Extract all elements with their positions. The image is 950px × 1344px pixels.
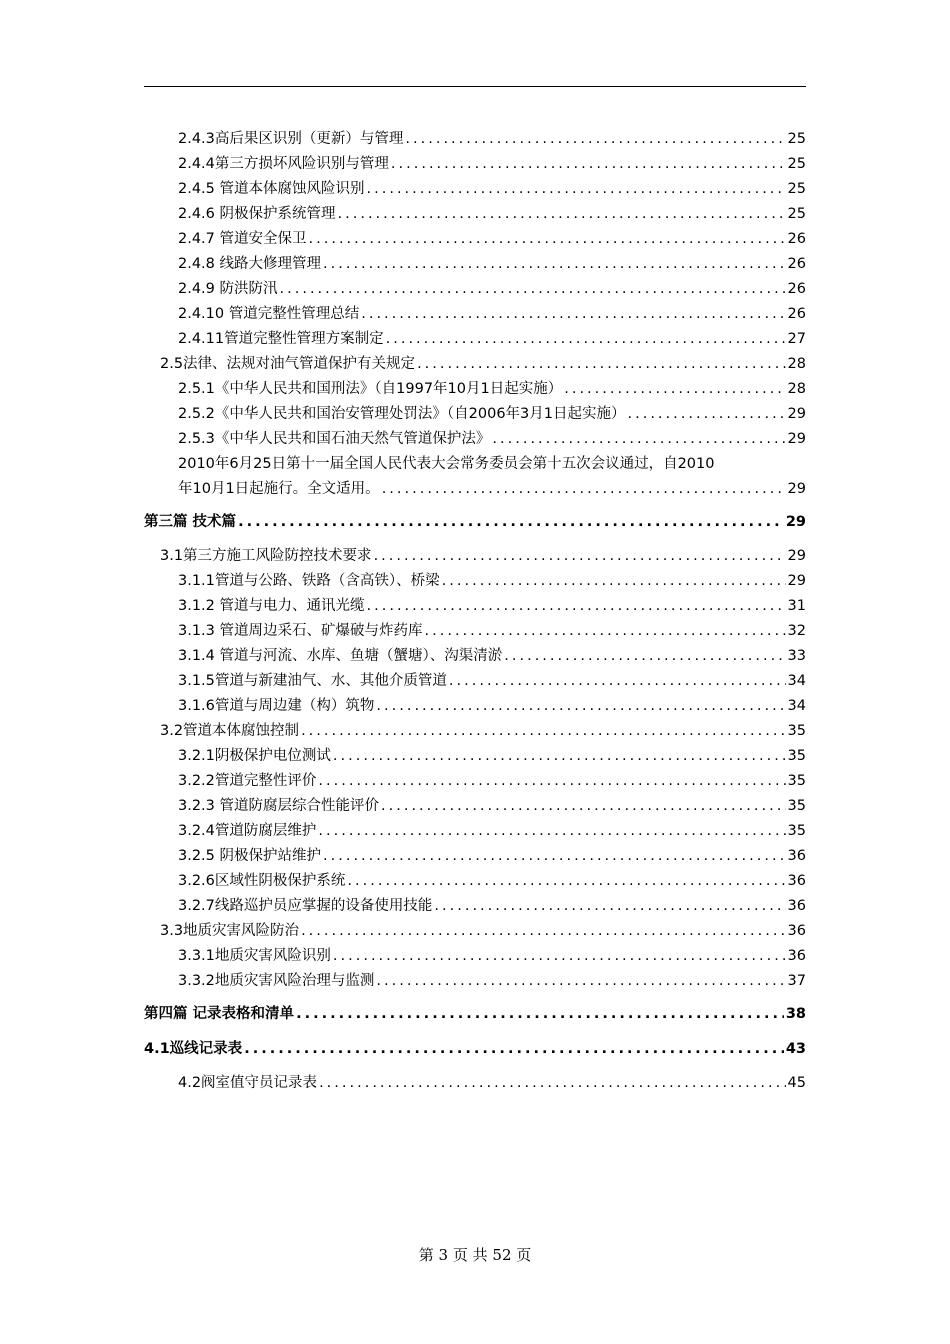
toc-leader [323,253,786,275]
toc-leader [381,795,786,817]
toc-label: 3.3地质灾害风险防治 [160,923,300,939]
toc-page: 34 [787,673,806,689]
toc-page: 35 [787,773,806,789]
toc-label: 3.2.4管道防腐层维护 [178,823,317,839]
toc-entry[interactable] [178,870,806,892]
footer-gong: 共 [472,1246,488,1264]
toc-leader [382,478,786,500]
toc-page: 36 [787,923,806,939]
toc-page: 43 [785,1041,806,1057]
toc-label: 第四篇 记录表格和清单 [144,1006,295,1022]
toc-entry[interactable] [160,545,806,567]
toc-page: 37 [787,973,806,989]
toc-page: 38 [785,1006,806,1022]
toc-entry[interactable] [178,795,806,817]
toc-page: 45 [787,1075,806,1091]
toc-leader [301,720,785,742]
toc-leader [504,645,785,667]
toc-leader [301,920,785,942]
toc-label: 3.2.7线路巡护员应掌握的设备使用技能 [178,898,433,914]
header-rule [144,86,806,87]
toc-leader [425,620,786,642]
toc-page: 29 [787,481,806,497]
toc-entry[interactable] [178,1072,806,1094]
toc-page: 32 [787,623,806,639]
toc-label: 3.3.1地质灾害风险识别 [178,948,331,964]
toc-entry[interactable] [160,353,806,375]
toc-leader [367,178,786,200]
toc-leader [628,403,786,425]
toc-label: 2.5.3《中华人民共和国石油天然气管道保护法》 [178,431,491,447]
toc-page: 26 [787,231,806,247]
toc-label: 第三篇 技术篇 [144,514,237,530]
toc-leader [309,228,786,250]
toc-entry[interactable] [178,228,806,250]
toc-part-entry[interactable] [144,1003,806,1025]
toc-leader [405,128,785,150]
toc-page: 36 [787,898,806,914]
toc-label: 2010年6月25日第十一届全国人民代表大会常务委员会第十五次会议通过，自2010 [178,456,715,472]
footer-total-pages: 52 [492,1246,512,1264]
toc-leader [367,595,786,617]
toc-label: 3.2.3 管道防腐层综合性能评价 [178,798,380,814]
toc-entry-continuation[interactable] [178,453,806,475]
toc-entry[interactable] [178,620,806,642]
toc-page: 35 [787,723,806,739]
toc-label: 年10月1日起施行。全文适用。 [178,481,380,497]
toc-entry[interactable] [178,695,806,717]
toc-page: 36 [787,848,806,864]
toc-label: 3.2.6区域性阴极保护系统 [178,873,346,889]
toc-page: 26 [787,281,806,297]
toc-page: 31 [787,598,806,614]
toc-label: 2.4.9 防洪防汛 [178,281,278,297]
toc-label: 3.1.1管道与公路、铁路（含高铁）、桥梁 [178,573,440,589]
toc-label: 3.2.5 阴极保护站维护 [178,848,322,864]
toc-entry[interactable] [178,203,806,225]
toc-entry[interactable] [178,178,806,200]
toc-leader [296,1003,784,1025]
toc-leader [564,378,785,400]
toc-page: 28 [787,381,806,397]
toc-page: 34 [787,698,806,714]
toc-label: 2.4.7 管道安全保卫 [178,231,307,247]
toc-label: 2.4.8 线路大修理管理 [178,256,322,272]
toc-leader [376,695,785,717]
toc-label: 3.1.2 管道与电力、通讯光缆 [178,598,365,614]
toc-label: 3.2管道本体腐蚀控制 [160,723,300,739]
toc-page: 25 [787,181,806,197]
toc-page: 25 [787,131,806,147]
page-footer [0,1244,950,1265]
toc-entry[interactable] [178,153,806,175]
toc-page: 25 [787,156,806,172]
toc-entry[interactable] [178,770,806,792]
toc-label: 2.4.6 阴极保护系统管理 [178,206,336,222]
toc-label: 2.4.4第三方损坏风险识别与管理 [178,156,389,172]
toc-leader [238,511,784,533]
toc-entry[interactable] [178,895,806,917]
toc-page: 28 [787,356,806,372]
toc-entry[interactable] [178,278,806,300]
toc-leader [333,945,786,967]
toc-label: 2.4.3高后果区识别（更新）与管理 [178,131,404,147]
toc-label: 2.5法律、法规对油气管道保护有关规定 [160,356,416,372]
toc-page: 35 [787,748,806,764]
toc-part-entry[interactable] [144,511,806,533]
toc-label: 3.1.3 管道周边采石、矿爆破与炸药库 [178,623,423,639]
toc-page: 26 [787,256,806,272]
toc-leader [318,820,785,842]
toc-label: 2.4.11管道完整性管理方案制定 [178,331,384,347]
toc-entry[interactable] [178,303,806,325]
toc-label: 3.2.1阴极保护电位测试 [178,748,331,764]
toc-leader [391,153,786,175]
toc-label: 3.1.5管道与新建油气、水、其他介质管道 [178,673,447,689]
footer-ye: 页 [452,1246,468,1264]
toc-leader [347,870,785,892]
toc-leader [319,1072,785,1094]
toc-leader [376,970,785,992]
toc-leader [417,353,785,375]
toc-entry[interactable] [178,970,806,992]
toc-page: 27 [787,331,806,347]
toc-entry[interactable] [178,428,806,450]
toc-entry[interactable] [178,595,806,617]
toc-entry[interactable] [178,670,806,692]
toc-page: 29 [787,406,806,422]
toc-page: 25 [787,206,806,222]
toc-entry[interactable] [178,478,806,500]
toc-page: 33 [787,648,806,664]
toc-leader [449,670,786,692]
toc-label: 2.5.1《中华人民共和国刑法》（自1997年10月1日起实施） [178,381,563,397]
toc-leader [318,770,785,792]
toc-label: 2.4.10 管道完整性管理总结 [178,306,360,322]
toc-leader [338,203,786,225]
toc-page: 26 [787,306,806,322]
toc-label: 4.1巡线记录表 [144,1041,243,1057]
toc-label: 3.1.4 管道与河流、水库、鱼塘（蟹塘）、沟渠清淤 [178,648,503,664]
toc-label: 3.1第三方施工风险防控技术要求 [160,548,372,564]
toc-section-entry[interactable] [144,1038,806,1060]
toc-leader [492,428,785,450]
toc-leader [323,845,786,867]
footer-di: 第 [418,1246,434,1264]
toc-page: 36 [787,873,806,889]
toc-page: 35 [787,823,806,839]
toc-leader [361,303,785,325]
toc-page: 29 [785,514,806,530]
toc-leader [244,1038,784,1060]
toc-leader [442,570,786,592]
toc-page: 35 [787,798,806,814]
toc-entry[interactable] [178,645,806,667]
toc-entry[interactable] [178,945,806,967]
toc-leader [280,278,786,300]
toc-page: 36 [787,948,806,964]
toc-entry[interactable] [178,403,806,425]
footer-current-page: 3 [438,1246,449,1264]
toc-page: 29 [787,548,806,564]
toc-entry[interactable] [178,820,806,842]
toc-entry[interactable] [160,920,806,942]
toc-leader [434,895,785,917]
toc-label: 3.3.2地质灾害风险治理与监测 [178,973,375,989]
toc-label: 2.5.2《中华人民共和国治安管理处罚法》（自2006年3月1日起实施） [178,406,626,422]
toc-entry[interactable] [178,845,806,867]
toc-leader [386,328,786,350]
toc-entry[interactable] [178,745,806,767]
toc-label: 3.2.2管道完整性评价 [178,773,317,789]
toc-page: 29 [787,431,806,447]
toc-label: 4.2阀室值守员记录表 [178,1075,318,1091]
footer-ye: 页 [516,1246,532,1264]
toc-label: 3.1.6管道与周边建（构）筑物 [178,698,375,714]
toc-label: 2.4.5 管道本体腐蚀风险识别 [178,181,365,197]
toc-entry[interactable] [178,328,806,350]
toc-entry[interactable] [178,253,806,275]
toc-leader [374,545,786,567]
toc-leader [333,745,786,767]
toc-entry[interactable] [178,378,806,400]
toc-entry[interactable] [160,720,806,742]
toc-page: 29 [787,573,806,589]
toc-entry[interactable] [178,570,806,592]
toc-entry[interactable] [178,128,806,150]
